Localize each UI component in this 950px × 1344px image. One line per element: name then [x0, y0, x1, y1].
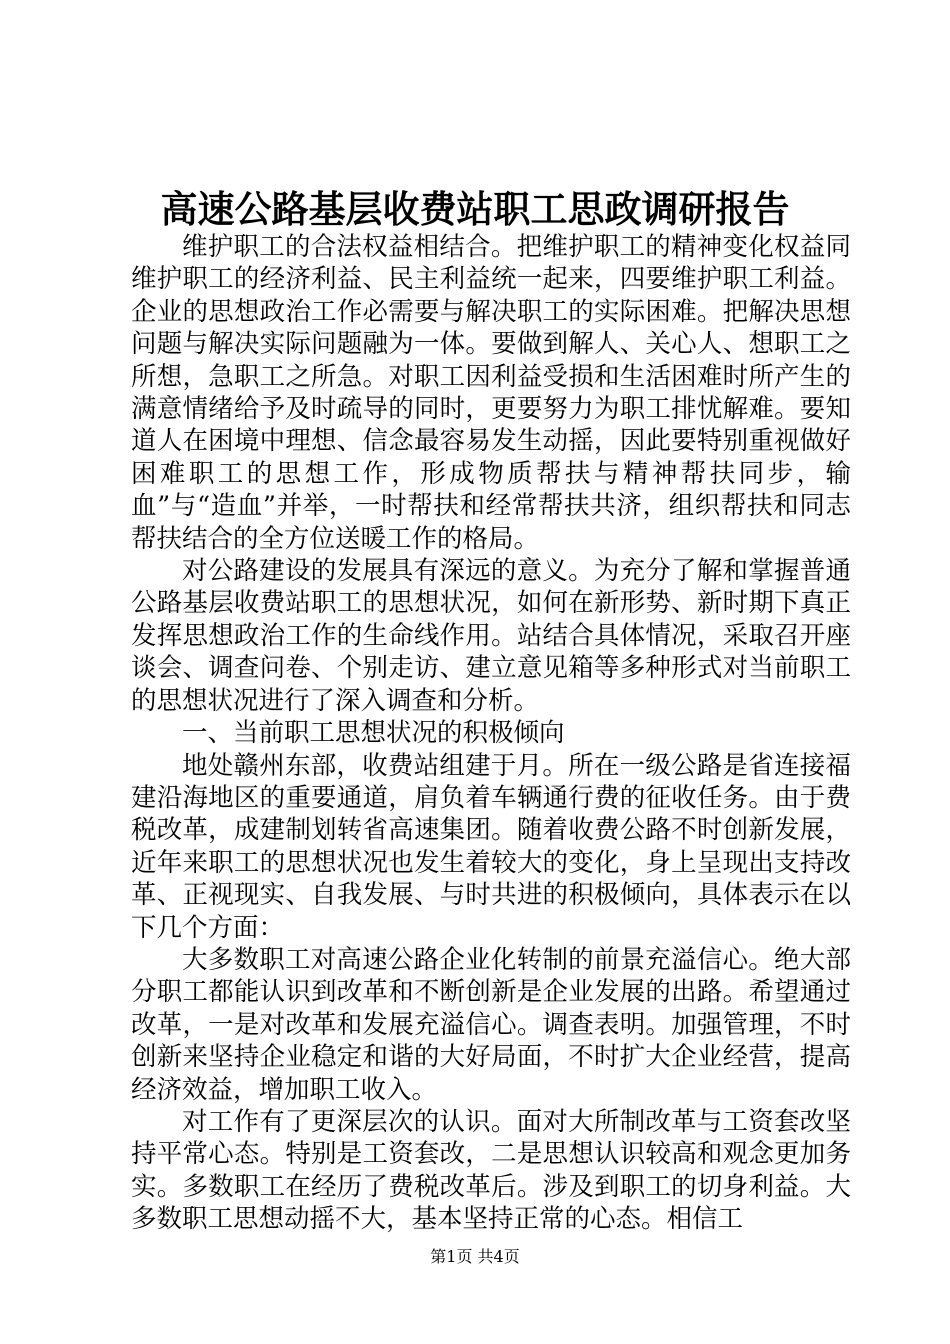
- page-number-footer: 第1页 共4页: [430, 1247, 520, 1266]
- body-paragraph: 维护职工的合法权益相结合。把维护职工的精神变化权益同维护职工的经济利益、民主利益统一起来，四要维护职工利益。企业的思想政治工作必需要与解决职工的实际困难。把解决思想问题与解决实际问题融为一体。要做到解人、关心人、想职工之所想，急职工之所急。对职工因利益受损和生活困难时所产生的满意情绪给予及时疏导的同时，更要努力为职工排忧解难。要知道人在困境中理想、信念最容易发生动摇，因此要特别重视做好困难职工的思想工作，形成物质帮扶与精神帮扶同步，输血”与“造血”并举，一时帮扶和经常帮扶共济，组织帮扶和同志帮扶结合的全方位送暖工作的格局。: [131, 232, 851, 554]
- body-paragraph: 对公路建设的发展具有深远的意义。为充分了解和掌握普通公路基层收费站职工的思想状况，如何在新形势、新时期下真正发挥思想政治工作的生命线作用。站结合具体情况，采取召开座谈会、调查问卷、个别走访、建立意见箱等多种形式对当前职工的思想状况进行了深入调查和分析。: [131, 556, 851, 716]
- body-paragraph: 大多数职工对高速公路企业化转制的前景充溢信心。绝大部分职工都能认识到改革和不断创新是企业发展的出路。希望通过改革，一是对改革和发展充溢信心。调查表明。加强管理，不时创新来坚持企业稳定和谐的大好局面，不时扩大企业经营，提高经济效益，增加职工收入。: [131, 944, 851, 1105]
- body-paragraph: 地处赣州东部，收费站组建于月。所在一级公路是省连接福建沿海地区的重要通道，肩负着车辆通行费的征收任务。由于费税改革，成建制划转省高速集团。随着收费公路不时创新发展，近年来职工的思想状况也发生着较大的变化，身上呈现出支持改革、正视现实、自我发展、与时共进的积极倾向，具体表示在以下几个方面：: [131, 750, 851, 943]
- section-heading: 一、当前职工思想状况的积极倾向: [182, 718, 565, 749]
- document-title: 高速公路基层收费站职工思政调研报告: [160, 187, 790, 231]
- document-body: [131, 231, 851, 1236]
- body-paragraph: 对工作有了更深层次的认识。面对大所制改革与工资套改坚持平常心态。特别是工资套改，二是思想认识较高和观念更加务实。多数职工在经历了费税改革后。涉及到职工的切身利益。大多数职工思想动摇不大，基本坚持正常的心态。相信工: [131, 1106, 851, 1235]
